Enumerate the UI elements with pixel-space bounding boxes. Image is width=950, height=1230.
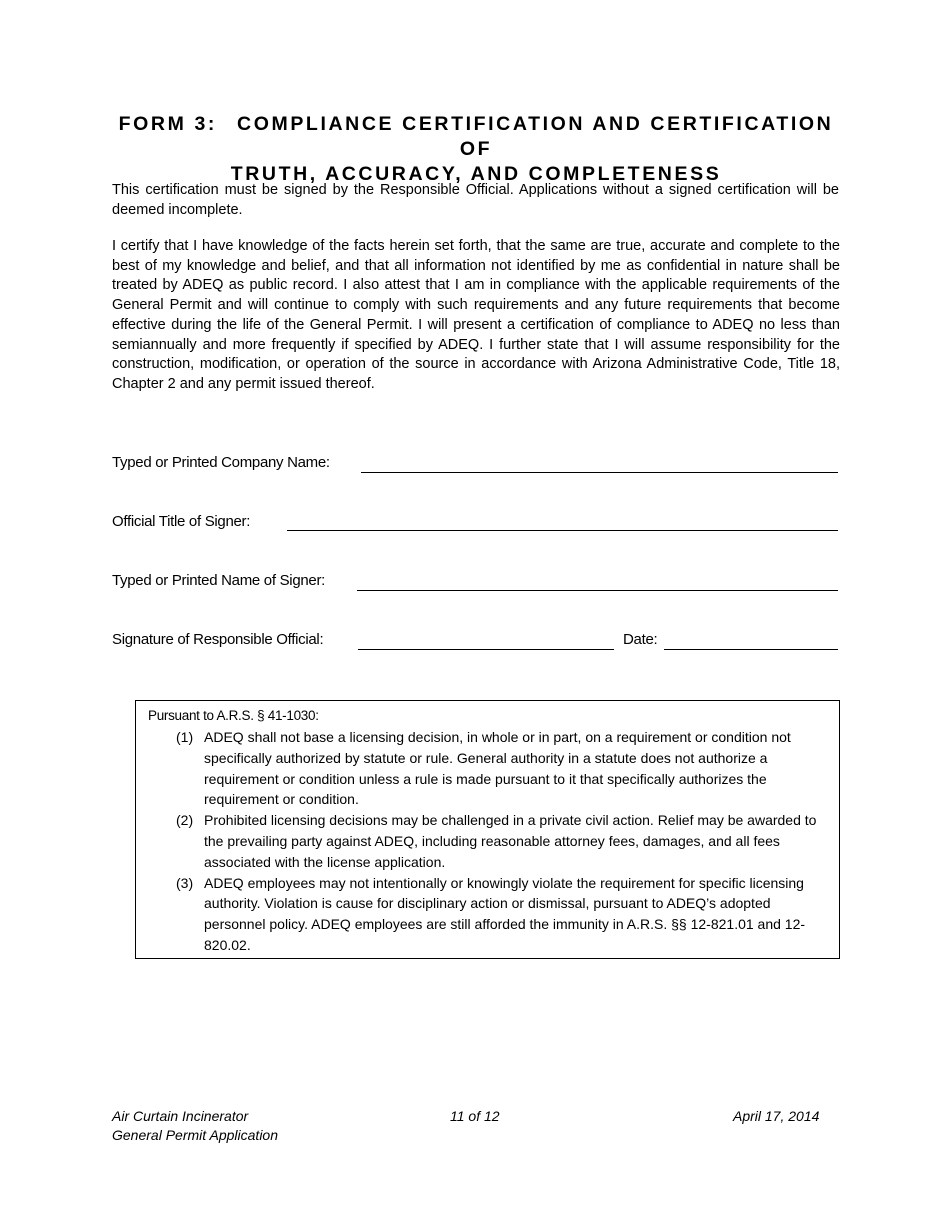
official-title-field[interactable] (287, 530, 838, 531)
notice-item (176, 873, 831, 956)
footer-date: April 17, 2014 (733, 1108, 820, 1124)
footer-doc-line-2: General Permit Application (112, 1126, 279, 1143)
footer-page-number: 11 of 12 (450, 1108, 500, 1124)
title-line-1: COMPLIANCE CERTIFICATION AND CERTIFICATION OF (237, 113, 834, 160)
intro-paragraph: This certification must be signed by the Responsible Official. Applications without a signed certification will be deemed incomplete. (112, 182, 839, 218)
footer-document-name (112, 1107, 278, 1144)
footer-doc-line-1: Air Curtain Incinerator (112, 1108, 249, 1124)
notice-item-text: ADEQ employees may not intentionally or knowingly violate the requirement for specific licensing authority. Violation is cause for disciplinary action or dismissal, pursuant to ADEQ’s adopted personnel policy. ADEQ employees are still afforded the immunity in A.R.S. §§ 12-821.01 and 12-820.02. (204, 874, 806, 953)
company-name-field[interactable] (361, 472, 838, 473)
statute-notice-box (135, 700, 840, 959)
company-name-label: Typed or Printed Company Name: (112, 454, 330, 471)
form-number: FORM 3: (118, 113, 218, 135)
notice-item-number: (2) (176, 812, 194, 829)
notice-heading: Pursuant to A.R.S. § 41-1030: (148, 708, 319, 723)
signature-label: Signature of Responsible Official: (112, 631, 324, 648)
notice-item-text: Prohibited licensing decisions may be challenged in a private civil action. Relief may be awarded to the prevailing party against ADEQ, including reasonable attorney fees, damages, and all fees associated with the license application. (204, 812, 817, 870)
official-title-label: Official Title of Signer: (112, 513, 251, 530)
signature-field[interactable] (358, 649, 614, 650)
date-label: Date: (623, 631, 658, 648)
notice-item (176, 810, 831, 872)
title-line-2: TRUTH, ACCURACY, AND COMPLETENESS (230, 163, 722, 185)
notice-item (176, 727, 831, 810)
notice-item-text: ADEQ shall not base a licensing decision, in whole or in part, on a requirement or condition not specifically authorized by statute or rule. General authority in a statute does not authorize a requirement or condition unless a rule is made pursuant to it that specifically authorizes the requirement or condition. (204, 729, 791, 808)
page-title (112, 112, 840, 187)
certification-paragraph: I certify that I have knowledge of the facts herein set forth, that the same are true, accurate and complete to the best of my knowledge and belief, and that all information not identified by me as confidential in nature shall be treated by ADEQ as public record. I also attest that I am in compliance with the applicable requirements of the General Permit and will continue to comply with such requirements and any future requirements that become effective during the life of the General Permit. I will present a certification of compliance to ADEQ no less than semiannually and more frequently if specified by ADEQ. I further state that I will assume responsibility for the construction, modification, or operation of the source in accordance with Arizona Administrative Code, Title 18, Chapter 2 and any permit issued thereof. (112, 238, 840, 392)
notice-item-number: (3) (176, 874, 194, 891)
date-field[interactable] (664, 649, 838, 650)
signer-name-field[interactable] (357, 590, 838, 591)
signer-name-label: Typed or Printed Name of Signer: (112, 572, 326, 589)
notice-list (176, 727, 831, 956)
notice-item-number: (1) (176, 729, 194, 745)
